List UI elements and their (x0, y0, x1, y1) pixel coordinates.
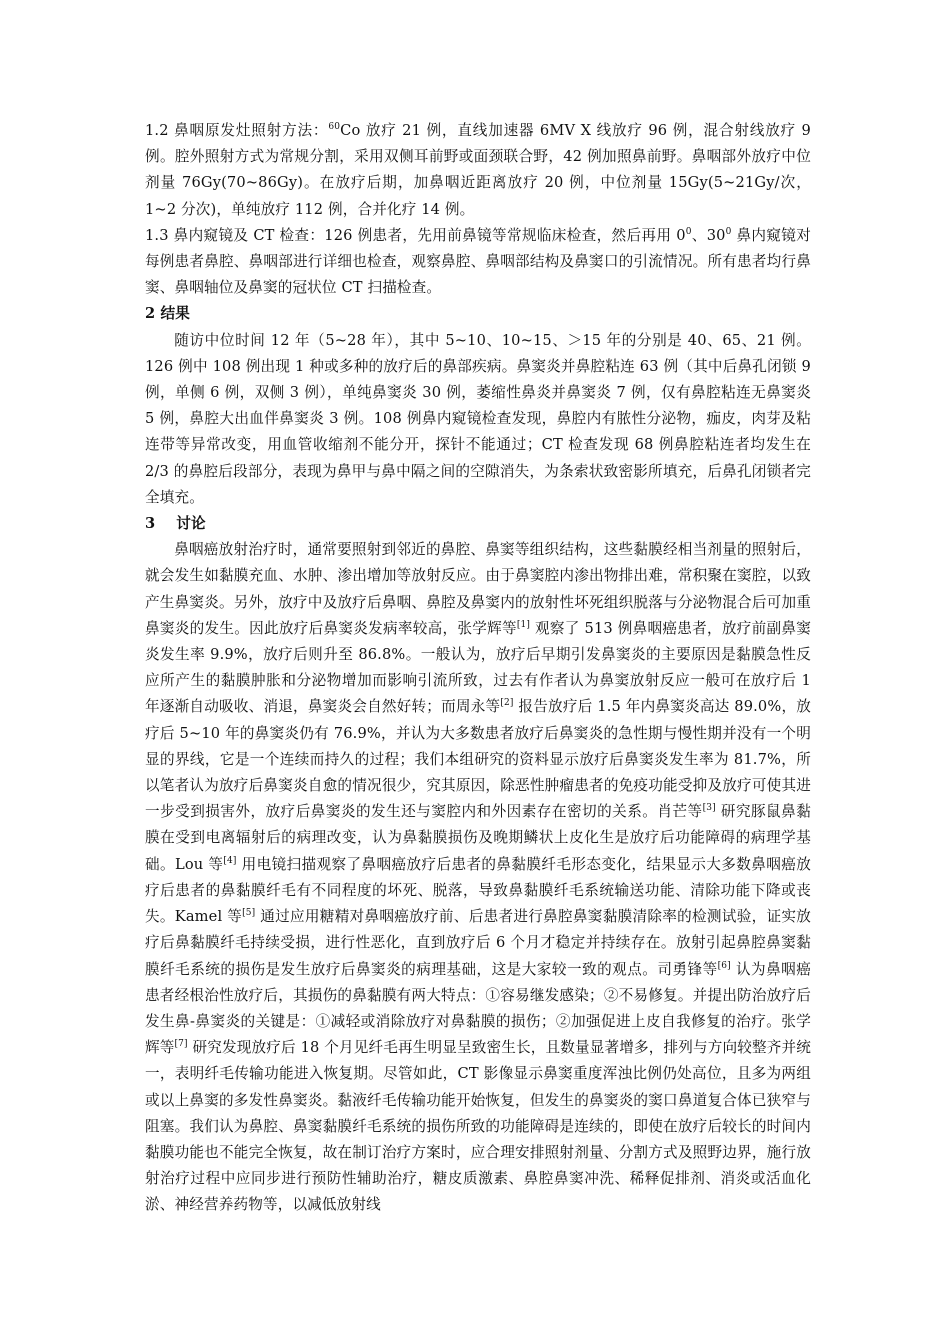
citation-ref-6: [6] (717, 960, 731, 971)
section-3-discussion-paragraph (145, 537, 811, 1218)
discussion-text-1: 鼻咽癌放射治疗时，通常要照射到邻近的鼻腔、鼻窦等组织结构，这些黏膜经相当剂量的照射后，就会发生如黏膜充血、水肿、渗出增加等放射反应。由于鼻窦腔内渗出物排出难，常积聚在窦腔，以致产生鼻窦炎。另外，放疗中及放疗后鼻咽、鼻腔及鼻窦内的放射性坏死组织脱落与分泌物混合后可加重鼻窦炎的发生。因此放疗后鼻窦炎发病率较高，张学辉等 (145, 541, 811, 637)
discussion-text-8: 研究发现放疗后 18 个月见纤毛再生明显呈致密生长，且数量显著增多，排列与方向较整齐并统一，表明纤毛传输功能进入恢复期。尽管如此，CT 影像显示鼻窦重度浑浊比例仍处高位，且多为两组或以上鼻窦的多发性鼻窦炎。黏液纤毛传输功能开始恢复，但发生的鼻窦炎的窦口鼻道复合体已狭窄与阻塞。我们认为鼻腔、鼻窦黏膜纤毛系统的损伤所致的功能障碍是连续的，即使在放疗后较长的时间内黏膜功能也不能完全恢复，故在制订治疗方案时，应合理安排照射剂量、分割方式及照野边界，施行放射治疗过程中应同步进行预防性辅助治疗，糖皮质激素、鼻腔鼻窦冲洗、稀释促排剂、消炎或活血化淤、神经营养药物等，以减低放射线 (145, 1039, 811, 1214)
section-2-heading: 2 结果 (145, 305, 191, 323)
discussion-text-5: 用电镜扫描观察了鼻咽癌放疗后患者的鼻黏膜纤毛形态变化，结果显示大多数鼻咽癌放疗后患者的鼻黏膜纤毛有不同程度的坏死、脱落，导致鼻黏膜纤毛系统输送功能、清除功能下降或丧失。Kamel 等 (145, 855, 811, 926)
degree-superscript-2: 0 (725, 226, 732, 237)
section-1-2-text-b: Co 放疗 21 例，直线加速器 6MV X 线放疗 96 例，混合射线放疗 9 例。腔外照射方式为常规分割，采用双侧耳前野或面颈联合野，42 例加照鼻前野。鼻咽部外放疗中位剂量 76Gy(70~86Gy)。在放疗后期，加鼻咽近距离放疗 20 例，中位剂量 15Gy(5~21Gy/次，1~2 分次)，单纯放疗 112 例，合并化疗 14 例。 (145, 122, 811, 218)
discussion-text-4: 研究豚鼠鼻黏膜在受到电离辐射后的病理改变，认为鼻黏膜损伤及晚期鳞状上皮化生是放疗后功能障碍的病理学基础。Lou 等 (145, 803, 811, 873)
citation-ref-7: [7] (174, 1039, 188, 1050)
section-1-2-text-a: 1.2 鼻咽原发灶照射方法： (145, 122, 329, 139)
section-1-3-text-c: 鼻内窥镜对每例患者鼻腔、鼻咽部进行详细也检查，观察鼻腔、鼻咽部结构及鼻窦口的引流情况。所有患者均行鼻窦、鼻咽轴位及鼻窦的冠状位 CT 扫描检查。 (145, 226, 811, 297)
section-2-results-paragraph: 随访中位时间 12 年（5~28 年），其中 5~10、10~15、＞15 年的分别是 40、65、21 例。126 例中 108 例出现 1 种或多种的放疗后的鼻部疾病。鼻窦炎并鼻腔粘连 63 例（其中后鼻孔闭锁 9 例，单侧 6 例，双侧 3 例），单纯鼻窦炎 30 例，萎缩性鼻炎并鼻窦炎 7 例，仅有鼻腔粘连无鼻窦炎 5 例，鼻腔大出血伴鼻窦炎 3 例。108 例鼻内窥镜检查发现，鼻腔内有脓性分泌物，痂皮，肉芽及粘连带等异常改变，用血管收缩剂不能分开，探针不能通过；CT 检查发现 68 例鼻腔粘连者均发生在 2/3 的鼻腔后段部分，表现为鼻甲与鼻中隔之间的空隙消失，为条索状致密影所填充，后鼻孔闭锁者完全填充。 (145, 331, 811, 506)
citation-ref-3: [3] (702, 803, 716, 814)
section-1-3-text-b: 、30 (691, 226, 726, 244)
discussion-text-3: 报告放疗后 1.5 年内鼻窦炎高达 89.0%，放疗后 5~10 年的鼻窦炎仍有 76.9%，并认为大多数患者放疗后鼻窦炎的急性期与慢性期并没有一个明显的界线，它是一个连续而持久的过程；我们本组研究的资料显示放疗后鼻窦炎发生率为 81.7%，所以笔者认为放疗后鼻窦炎自愈的情况很少，究其原因，除恶性肿瘤患者的免疫功能受抑及放疗可使其进一步受到损害外，放疗后鼻窦炎的发生还与窦腔内和外因素存在密切的关系。肖芒等 (145, 698, 811, 821)
section-1-2-paragraph (145, 118, 811, 223)
section-1-3-paragraph (145, 223, 811, 302)
discussion-text-2: 观察了 513 例鼻咽癌患者，放疗前副鼻窦炎发生率 9.9%，放疗后则升至 86.8%。一般认为，放疗后早期引发鼻窦炎的主要原因是黏膜急性反应所产生的黏膜肿胀和分泌物增加而影响引流所致，过去有作者认为鼻窦放射反应一般可在放疗后 1 年逐渐自动吸收、消退，鼻窦炎会自然好转；而周永等 (145, 619, 811, 716)
citation-ref-4: [4] (223, 855, 237, 866)
section-1-3-text-a: 1.3 鼻内窥镜及 CT 检查：126 例患者，先用前鼻镜等常规临床检查，然后再用 0 (145, 226, 686, 244)
citation-ref-5: [5] (242, 908, 256, 919)
section-3-heading: 3 讨论 (145, 515, 206, 533)
citation-ref-1: [1] (516, 620, 531, 630)
degree-superscript-1: 0 (685, 226, 692, 237)
discussion-text-6: 通过应用糖精对鼻咽癌放疗前、后患者进行鼻腔鼻窦黏膜清除率的检测试验，证实放疗后鼻黏膜纤毛持续受损，进行性恶化，直到放疗后 6 个月才稳定并持续存在。放射引起鼻腔鼻窦黏膜纤毛系统的损伤是发生放疗后鼻窦炎的病理基础，这是大家较一致的观点。司勇锋等 (145, 908, 811, 978)
discussion-text-7: 认为鼻咽癌患者经根治性放疗后，其损伤的鼻黏膜有两大特点：①容易继发感染；②不易修复。并提出防治放疗后发生鼻-鼻窦炎的关键是：①减轻或消除放疗对鼻黏膜的损伤；②加强促进上皮自我修复的治疗。张学辉等 (145, 960, 811, 1057)
isotope-superscript: 60 (328, 122, 341, 133)
document-page (145, 118, 811, 1219)
citation-ref-2: [2] (500, 698, 514, 709)
